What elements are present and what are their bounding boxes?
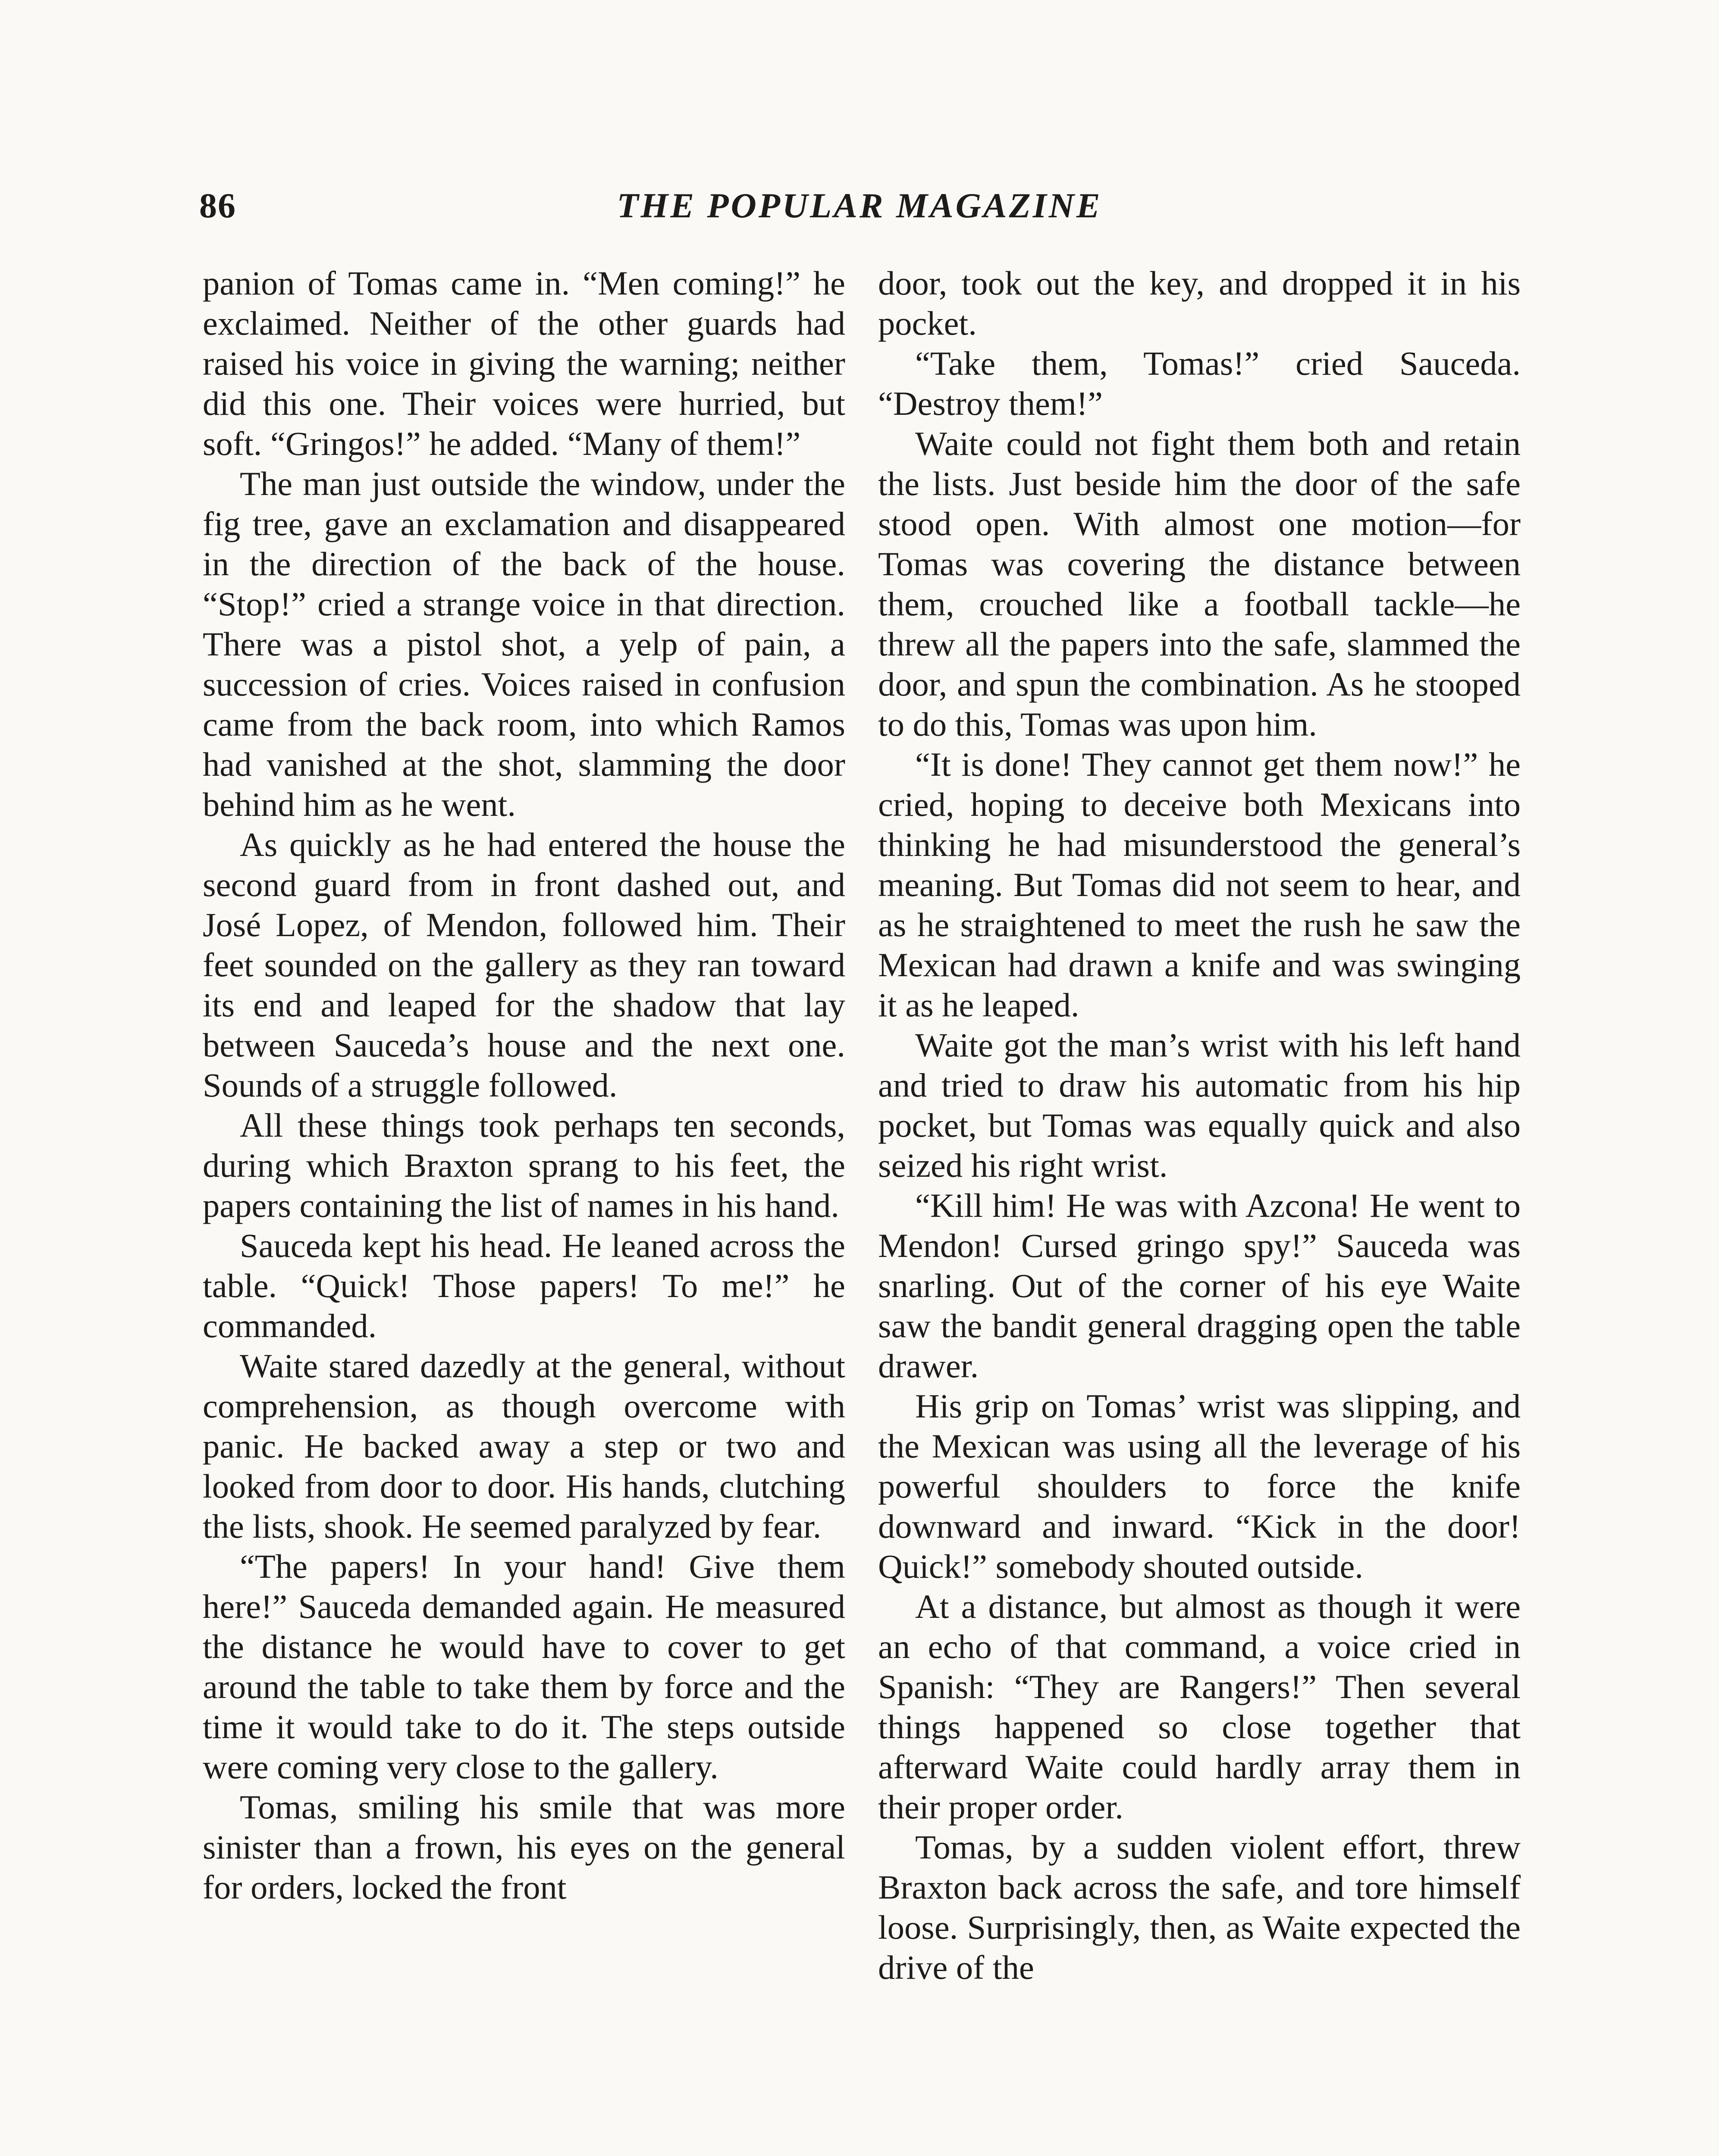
page-header (0, 177, 1719, 237)
paragraph: Waite stared dazedly at the general, without comprehension, as though overcome with panic. He backed away a step or two and looked from door to door. His hands, clutching the lists, shook. He seemed paralyzed by fear. (203, 1347, 845, 1545)
paragraph: All these things took perhaps ten seconds, during which Braxton sprang to his feet, the papers containing the list of names in his hand. (203, 1106, 845, 1224)
paragraph: “Take them, Tomas!” cried Sauceda. “Destroy them!” (878, 345, 1521, 422)
paragraph: “It is done! They cannot get them now!” he cried, hoping to deceive both Mexicans into thinking he had misunderstood the general’s meaning. But Tomas did not seem to hear, and as he straightened to meet the rush he saw the Mexican had drawn a knife and was swinging it as he leaped. (878, 746, 1521, 1024)
left-column (203, 263, 845, 1907)
right-column (878, 263, 1521, 1987)
paragraph: His grip on Tomas’ wrist was slipping, and the Mexican was using all the leverage of his powerful shoulders to force the knife downward and inward. “Kick in the door! Quick!” somebody shouted outside. (878, 1387, 1521, 1585)
paragraph: Waite could not fight them both and retain the lists. Just beside him the door of the safe stood open. With almost one motion—for Tomas was covering the distance between them, crouched like a football tackle—he threw all the papers into the safe, slammed the door, and spun the combination. As he stooped to do this, Tomas was upon him. (878, 425, 1521, 743)
paragraph: door, took out the key, and dropped it in his pocket. (878, 264, 1521, 342)
paragraph: Waite got the man’s wrist with his left hand and tried to draw his automatic from his hip pocket, but Tomas was equally quick and also seized his right wrist. (878, 1026, 1521, 1184)
paragraph: Tomas, by a sudden violent effort, threw Braxton back across the safe, and tore himself loose. Surprisingly, then, as Waite expected the drive of the (878, 1828, 1521, 1986)
paragraph: Sauceda kept his head. He leaned across the table. “Quick! Those papers! To me!” he commanded. (203, 1227, 845, 1344)
paragraph: “Kill him! He was with Azcona! He went to Mendon! Cursed gringo spy!” Sauceda was snarling. Out of the corner of his eye Waite saw the bandit general dragging open the table drawer. (878, 1187, 1521, 1385)
paragraph: The man just outside the window, under the fig tree, gave an exclamation and disappeared in the direction of the back of the house. “Stop!” cried a strange voice in that direction. There was a pistol shot, a yelp of pain, a succession of cries. Voices raised in confusion came from the back room, into which Ramos had vanished at the shot, slamming the door behind him as he went. (203, 465, 845, 823)
paragraph: “The papers! In your hand! Give them here!” Sauceda demanded again. He measured the distance he would have to cover to get around the table to take them by force and the time it would take to do it. The steps outside were coming very close to the gallery. (203, 1548, 845, 1786)
page-number: 86 (199, 186, 236, 225)
paragraph: panion of Tomas came in. “Men coming!” he exclaimed. Neither of the other guards had raised his voice in giving the warning; neither did this one. Their voices were hurried, but soft. “Gringos!” he added. “Many of them!” (203, 264, 845, 462)
running-head: THE POPULAR MAGAZINE (617, 186, 1102, 225)
paragraph: As quickly as he had entered the house the second guard from in front dashed out, and José Lopez, of Mendon, followed him. Their feet sounded on the gallery as they ran toward its end and leaped for the shadow that lay between Sauceda’s house and the next one. Sounds of a struggle followed. (203, 826, 845, 1104)
paragraph: At a distance, but almost as though it were an echo of that command, a voice cried in Spanish: “They are Rangers!” Then several things happened so close together that afterward Waite could hardly array them in their proper order. (878, 1588, 1521, 1826)
paragraph: Tomas, smiling his smile that was more sinister than a frown, his eyes on the general for orders, locked the front (203, 1788, 845, 1906)
